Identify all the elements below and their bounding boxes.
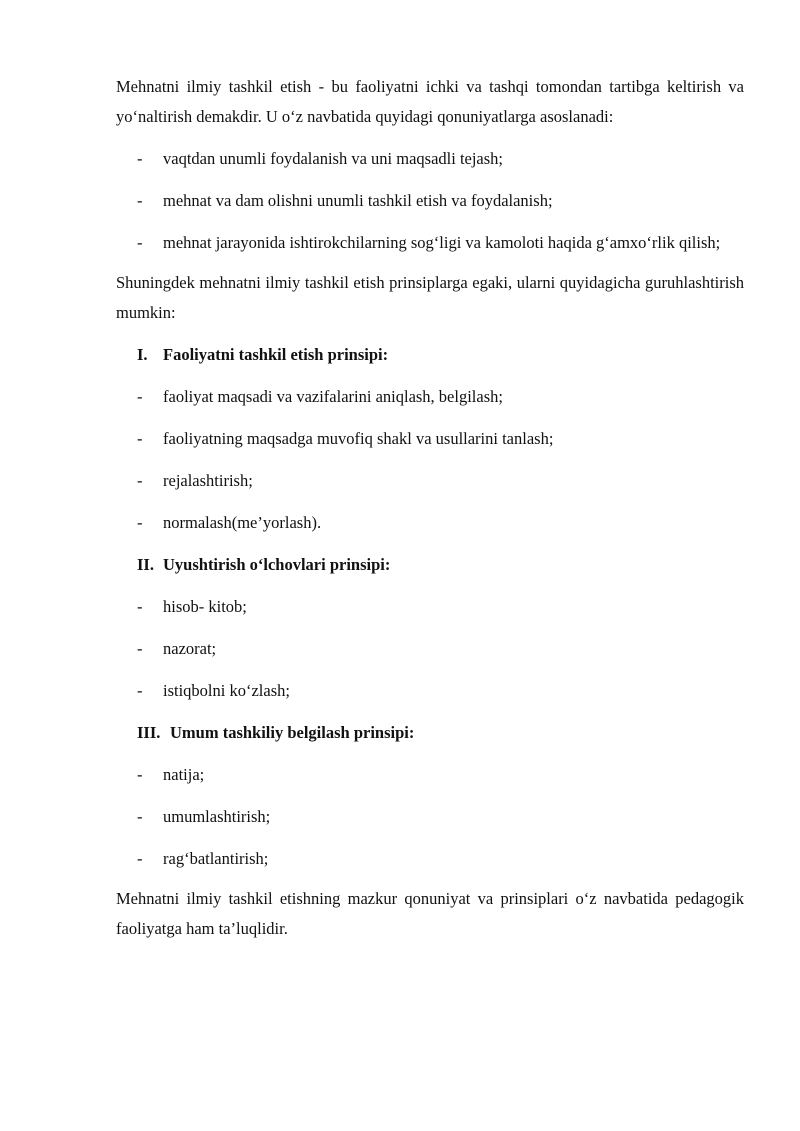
section-numeral: III. <box>137 723 161 742</box>
section-1-list <box>116 382 744 538</box>
dash-marker: - <box>137 765 143 784</box>
section-title: Umum tashkiliy belgilash prinsipi: <box>170 723 415 742</box>
list-item-text: faoliyatning maqsadga muvofiq shakl va usullarini tanlash; <box>163 429 554 448</box>
dash-marker: - <box>137 513 143 532</box>
section-title: Uyushtirish o‘lchovlari prinsipi: <box>163 555 391 574</box>
list-item <box>116 466 744 496</box>
section-heading-3 <box>116 718 744 748</box>
principles-intro-paragraph: Shuningdek mehnatni ilmiy tashkil etish prinsiplarga egaki, ularni quyidagicha guruhlashtirish mumkin: <box>116 273 744 322</box>
section-title: Faoliyatni tashkil etish prinsipi: <box>163 345 389 364</box>
list-item <box>116 382 744 412</box>
section-2-list <box>116 592 744 706</box>
dash-marker: - <box>137 639 143 658</box>
closing-paragraph: Mehnatni ilmiy tashkil etishning mazkur qonuniyat va prinsiplari o‘z navbatida pedagogik faoliyatga ham ta’luqlidir. <box>116 889 744 938</box>
list-item <box>116 186 744 216</box>
list-item <box>116 802 744 832</box>
list-item-text: normalash(me’yorlash). <box>163 513 322 532</box>
dash-marker: - <box>137 429 143 448</box>
section-heading-2 <box>116 550 744 580</box>
list-item-text: rag‘batlantirish; <box>163 849 269 868</box>
intro-paragraph: Mehnatni ilmiy tashkil etish - bu faoliyatni ichki va tashqi tomondan tartibga keltirish va yo‘naltirish demakdir. U o‘z navbatida quyidagi qonuniyatlarga asoslanadi: <box>116 77 744 126</box>
list-item-text: mehnat va dam olishni unumli tashkil etish va foydalanish; <box>163 191 553 210</box>
list-item <box>116 144 744 174</box>
section-numeral: II. <box>137 555 154 574</box>
section-numeral: I. <box>137 345 148 364</box>
dash-marker: - <box>137 597 143 616</box>
list-item-text: mehnat jarayonida ishtirokchilarning sog‘ligi va kamoloti haqida g‘amxo‘rlik qilish; <box>163 233 721 252</box>
dash-marker: - <box>137 471 143 490</box>
list-item-text: vaqtdan unumli foydalanish va uni maqsadli tejash; <box>163 149 504 168</box>
list-item <box>116 634 744 664</box>
list-item <box>116 760 744 790</box>
laws-list <box>116 144 744 258</box>
dash-marker: - <box>137 681 143 700</box>
dash-marker: - <box>137 849 143 868</box>
list-item-text: natija; <box>163 765 205 784</box>
list-item-text: hisob- kitob; <box>163 597 247 616</box>
list-item-text: istiqbolni ko‘zlash; <box>163 681 290 700</box>
section-heading-1 <box>116 340 744 370</box>
list-item <box>116 676 744 706</box>
list-item-text: nazorat; <box>163 639 217 658</box>
dash-marker: - <box>137 191 143 210</box>
dash-marker: - <box>137 233 143 252</box>
list-item <box>116 508 744 538</box>
dash-marker: - <box>137 387 143 406</box>
list-item <box>116 228 744 258</box>
list-item-text: rejalashtirish; <box>163 471 253 490</box>
list-item-text: umumlashtirish; <box>163 807 271 826</box>
list-item <box>116 844 744 874</box>
dash-marker: - <box>137 807 143 826</box>
section-3-list <box>116 760 744 874</box>
list-item-text: faoliyat maqsadi va vazifalarini aniqlash, belgilash; <box>163 387 503 406</box>
dash-marker: - <box>137 149 143 168</box>
document-page <box>116 72 744 944</box>
list-item <box>116 592 744 622</box>
list-item <box>116 424 744 454</box>
